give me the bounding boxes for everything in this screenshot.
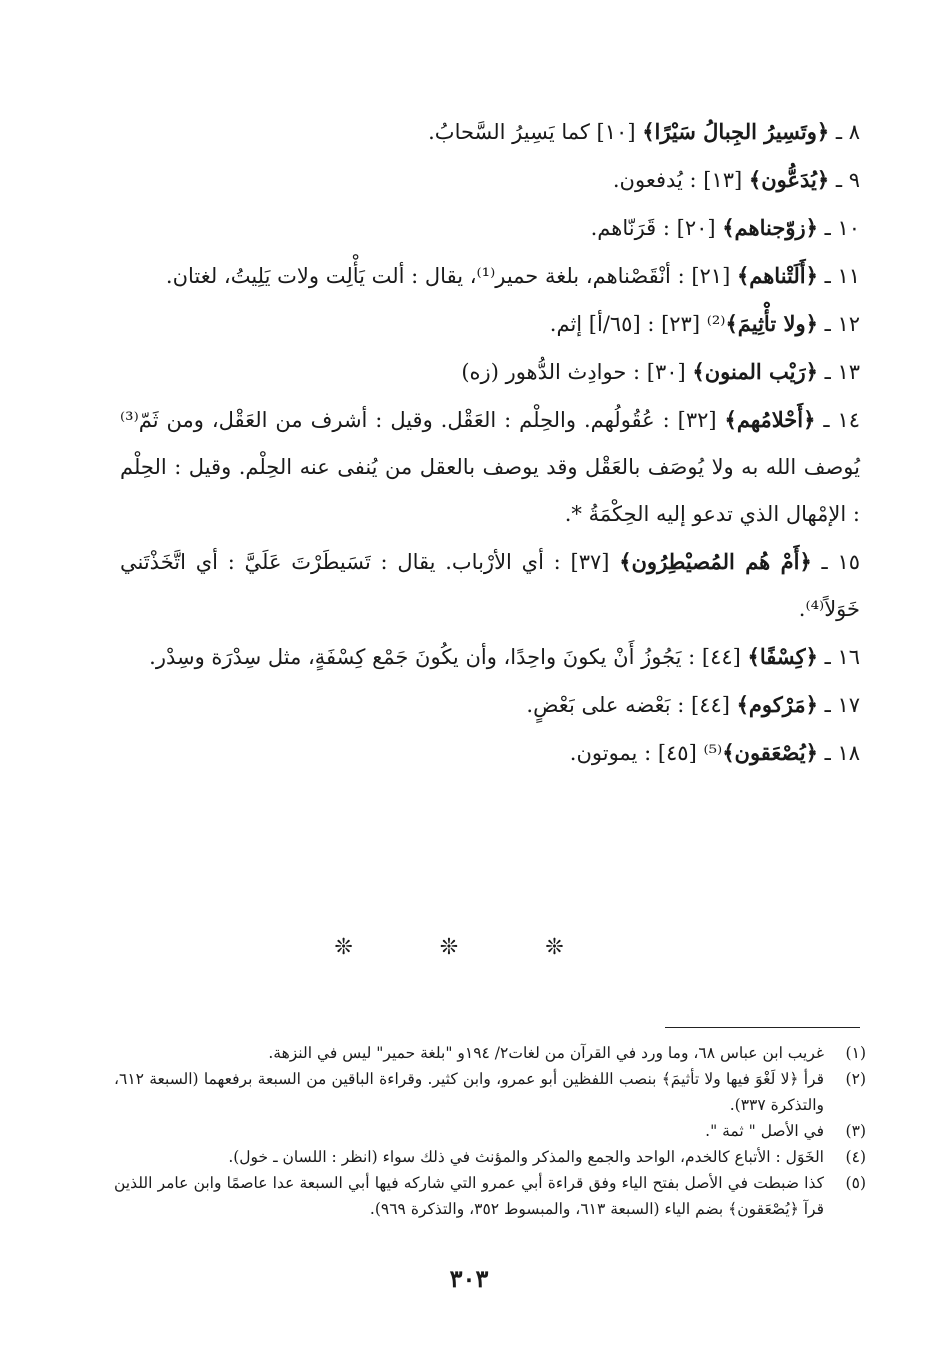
glossary-entry: ٨ ـ ﴿وتَسِيرُ الجِبالُ سَيْرًا﴾ [١٠] كما يَسِيرُ السَّحابُ. <box>428 119 860 144</box>
footnote-text: كذا ضبطت في الأصل بفتح الياء وفق قراءة أبي عمرو التي شاركه فيها أبي السبعة عدا عاصمًا وابن عامر اللذين قرآ ﴿يُصْعَقون﴾ بضم الياء (السبعة ٦١٣، والمبسوط ٣٥٢، والتذكرة ٩٦٩). <box>114 1174 824 1218</box>
footnote-rule <box>665 1027 860 1028</box>
entry-term: ﴿أَمْ هُم المُصيْطِرُون﴾ <box>619 549 812 574</box>
glossary-entry: ١٢ ـ ﴿ولا تأْثِيمَ﴾⁽²⁾ [٢٣] : [٦٥/أ] إثم. <box>549 311 860 336</box>
footnotes <box>114 1040 866 1222</box>
footnote-text: الخَوَل : الأتباع كالخدم، الواحد والجمع والمذكر والمؤنث في ذلك سواء (انظر : اللسان ـ خول). <box>228 1148 824 1166</box>
entry-term: ﴿أَحْلامُهم﴾ <box>724 407 816 432</box>
page-number: ٣٠٣ <box>449 1264 489 1293</box>
entry-term: ﴿يُدَعُّون﴾ <box>748 167 830 192</box>
footnote <box>114 1066 866 1118</box>
footnote-number: (٤) <box>845 1148 866 1166</box>
entry-definition: [٣٧] : أي الأرْباب. يقال : تَسَيطَرْتَ عَلَيَّ : أي اتَّخَذْتَني خَوَلاً⁽⁴⁾. <box>120 550 860 621</box>
footnote-number: (١) <box>845 1044 866 1062</box>
entry-term: ﴿زوّجناهم﴾ <box>722 215 818 240</box>
glossary-entry: ٩ ـ ﴿يُدَعُّون﴾ [١٣] : يُدفعون. <box>612 167 860 192</box>
glossary-entry: ١٦ ـ ﴿كِسْفًا﴾ [٤٤] : يَجُوزُ أَنْ يكونَ واحِدًا، وأن يكُونَ جَمْع كِسْفَةٍ، مثل سِدْرَة وسِدْر. <box>149 644 860 669</box>
footnote-text: في الأصل " ثمة ". <box>705 1122 824 1140</box>
footnote-text: غريب ابن عباس ٦٨، وما ورد في القرآن من لغات٢/ ١٩٤و "بلغة حمير" ليس في النزهة. <box>268 1044 824 1062</box>
entry-term: ﴿أَلَتْناهم﴾ <box>736 263 818 288</box>
glossary-entry: ١٤ ـ ﴿أَحْلامُهم﴾ [٣٢] : عُقُولُهم. والحِلْم : العَقْل. وقيل : أشرف من العَقْل، ومن ثَمّ⁽³⁾ يُوصف الله به ولا يُوصَف بالعَقْل وقد يوصف بالعقل من يُنفى عنه الحِلْم. وقيل : الحِلْم : الإمْهال الذي تدعو إليه الحِكْمَةُ *. <box>120 407 861 526</box>
glossary-entry: ١٧ ـ ﴿مَرْكوم﴾ [٤٤] : بَعْضه على بَعْضٍ. <box>526 692 860 717</box>
entry-definition: ⁽⁵⁾ [٤٥] : يموتون. <box>569 741 723 765</box>
section-separator: ❊ ❊ ❊ <box>334 935 604 960</box>
glossary-entry: ١١ ـ ﴿أَلَتْناهم﴾ [٢١] : أنْقَصْناهم، بلغة حمير⁽¹⁾، يقال : ألت يَأْلِت ولات يَلِيتُ، لغتان. <box>165 263 860 288</box>
entry-term: ﴿ولا تأْثِيمَ﴾ <box>725 311 818 336</box>
entry-definition: [٢١] : أنْقَصْناهم، بلغة حمير⁽¹⁾، يقال : ألت يَأْلِت ولات يَلِيتُ، لغتان. <box>165 264 737 288</box>
glossary-entry: ١٥ ـ ﴿أَمْ هُم المُصيْطِرُون﴾ [٣٧] : أي الأرْباب. يقال : تَسَيطَرْتَ عَلَيَّ : أي اتَّخَذْتَني خَوَلاً⁽⁴⁾. <box>120 549 861 621</box>
entry-term: ﴿رَيْب المنون﴾ <box>692 359 818 384</box>
entry-term: ﴿كِسْفًا﴾ <box>747 644 818 669</box>
entry-definition: [٣٢] : عُقُولُهم. والحِلْم : العَقْل. وقيل : أشرف من العَقْل، ومن ثَمّ⁽³⁾ يُوصف الله به ولا يُوصَف بالعَقْل وقد يوصف بالعقل من يُنفى عنه الحِلْم. وقيل : الحِلْم : الإمْهال الذي تدعو إليه الحِكْمَةُ *. <box>120 408 860 526</box>
entry-definition: ⁽²⁾ [٢٣] : [٦٥/أ] إثم. <box>549 312 726 336</box>
footnote-number: (٥) <box>845 1174 866 1192</box>
entry-definition: [١٣] : يُدفعون. <box>612 168 749 192</box>
footnote-number: (٣) <box>845 1122 866 1140</box>
footnote-text: قرأ ﴿لا لَغْوَ فيها ولا تأثيمَ﴾ بنصب اللفظين أبو عمرو، وابن كثير. وقراءة الباقين من السبعة برفعهما (السبعة ٦١٢، والتذكرة ٣٣٧). <box>114 1070 824 1114</box>
glossary-entry: ١٣ ـ ﴿رَيْب المنون﴾ [٣٠] : حوادِث الدُّهور (زه) <box>461 359 860 384</box>
glossary-entry: ١٠ ـ ﴿زوّجناهم﴾ [٢٠] : قَرَنّاهم. <box>590 215 860 240</box>
footnote <box>114 1040 866 1066</box>
entry-definition: [٤٤] : بَعْضه على بَعْضٍ. <box>526 693 737 717</box>
footnote-number: (٢) <box>845 1070 866 1088</box>
entry-term: ﴿مَرْكوم﴾ <box>736 692 818 717</box>
entry-definition: [٢٠] : قَرَنّاهم. <box>590 216 723 240</box>
footnote <box>114 1144 866 1170</box>
footnote <box>114 1118 866 1144</box>
entry-definition: [٣٠] : حوادِث الدُّهور (زه) <box>461 360 693 384</box>
glossary-entries <box>120 108 860 777</box>
entry-term: ﴿وتَسِيرُ الجِبالُ سَيْرًا﴾ <box>642 119 830 144</box>
glossary-entry: ١٨ ـ ﴿يُصْعَقون﴾⁽⁵⁾ [٤٥] : يموتون. <box>569 740 860 765</box>
entry-term: ﴿يُصْعَقون﴾ <box>722 740 818 765</box>
footnote <box>114 1170 866 1222</box>
entry-definition: [٤٤] : يَجُوزُ أَنْ يكونَ واحِدًا، وأن يكُونَ جَمْع كِسْفَةٍ، مثل سِدْرَة وسِدْر. <box>149 645 748 669</box>
entry-definition: [١٠] كما يَسِيرُ السَّحابُ. <box>428 120 643 144</box>
